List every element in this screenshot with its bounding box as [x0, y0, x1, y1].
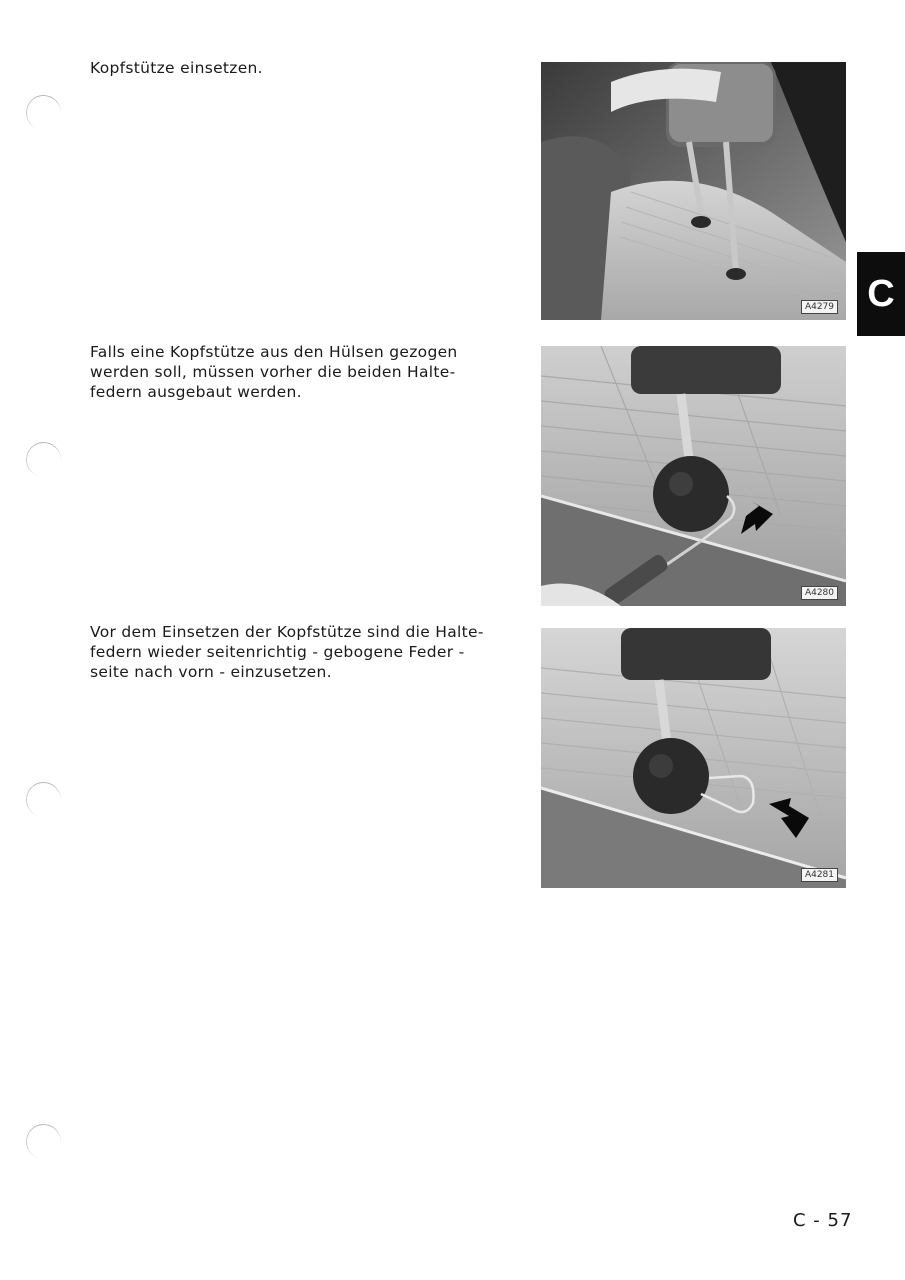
photo-code-label: A4281	[801, 868, 838, 882]
step-3-text: Vor dem Einsetzen der Kopfstütze sind die Halte- federn wieder seitenrichtig - gebogene Feder - seite nach vorn - einzusetzen.	[90, 623, 484, 681]
headrest-insert-photo	[541, 62, 846, 320]
spring-removal-illustration	[541, 346, 846, 606]
step-1-text: Kopfstütze einsetzen.	[90, 59, 263, 77]
section-tab: C	[857, 252, 905, 336]
spring-install-photo	[541, 628, 846, 888]
headrest-insert-illustration	[541, 62, 846, 320]
photo-code-label: A4280	[801, 586, 838, 600]
spring-removal-photo	[541, 346, 846, 606]
punch-hole	[23, 439, 64, 480]
punch-hole	[23, 1121, 64, 1162]
page-number: C - 57	[793, 1210, 853, 1231]
punch-hole	[23, 92, 64, 133]
photo-code-label: A4279	[801, 300, 838, 314]
punch-hole	[23, 779, 64, 820]
step-2-text: Falls eine Kopfstütze aus den Hülsen gezogen werden soll, müssen vorher die beiden Halte- federn ausgebaut werden.	[90, 343, 458, 401]
spring-install-illustration	[541, 628, 846, 888]
